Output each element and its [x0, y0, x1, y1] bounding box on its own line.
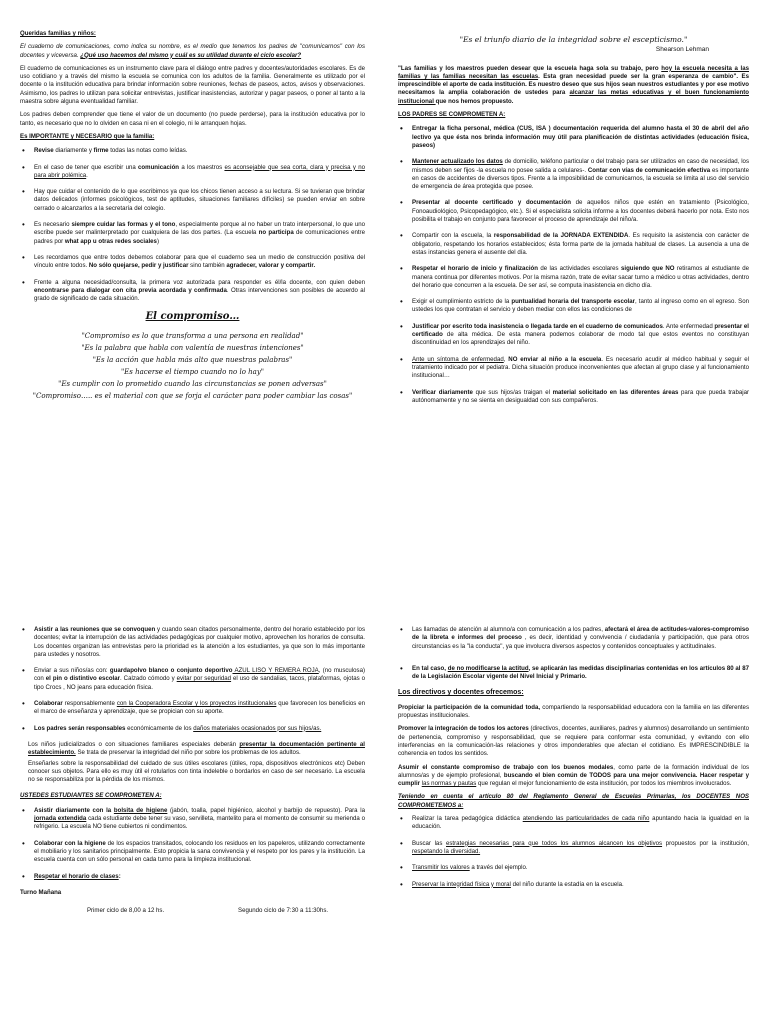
list-item: • Asistir diariamente con la bolsita de higiene (jabón, toalla, papel higiénico, alcohol y barbijo de repuesto). Para la jornada extendida cada estudiante debe tener su vaso, servilleta, mantelito para el momento de consumir su merienda o refrigerio. La escuela NO tiene cubiertos ni condimentos. [20, 807, 365, 832]
discipline-list [398, 626, 749, 681]
list-item: • Colaborar responsablemente con la Cooperadora Escolar y los proyectos institucionales que favorecen los beneficios en el marco de enseñanza y aprendizaje, que se propician con su aporte. [20, 700, 365, 717]
turno-label: Turno Mañana [20, 888, 62, 896]
list-item: • Presentar al docente certificado y documentación de aquellos niños que estén en tratamiento (Psicológico, Fonoaudiológico, Psicopedagógico, etc.). Si el especialista solicita informe a los docentes deberá hacerlo por nota. Esto nos posibilita el trabajo en conjunto para favorecer el proceso de aprendizaje del niño/a. [398, 199, 749, 224]
list-item: • Les recordamos que entre todos debemos colaborar para que el cuaderno sea un medio de construcción positiva del vínculo entre todos. No sólo quejarse, pedir y justificar sino también agradecer, valorar y compartir. [20, 254, 365, 271]
list-item: • Transmitir los valores a través del ejemplo. [398, 864, 749, 872]
list-item: • Colaborar con la higiene de los espacios transitados, colocando los residuos en los papeleros, utilizando correctamente el mobiliario y los sanitarios principalmente. Esto propicia la sana convivencia y el respeto por los pares y la institución. La escuela cuenta con un sólo personal en cada turno para la limpieza institucional. [20, 840, 365, 865]
ciclos-row [20, 907, 365, 915]
list-item: • Hay que cuidar el contenido de lo que escribimos ya que los chicos tienen acceso a su lectura. Si se tuvieran que brindar datos delicados (informes psicológicos, test de aptitudes, situaciones familiares difíciles) se pueden enviar en sobre cerrado o alcanzarlos a la secretaría del colegio. [20, 188, 365, 213]
list-item: • En el caso de tener que escribir una comunicación a los maestros es aconsejable que sea corta, clara y precisa y no para abrir polémica. [20, 164, 365, 181]
teachers-list [398, 815, 749, 889]
family-heading: Es IMPORTANTE y NECESARIO que la familia: [20, 132, 155, 140]
list-item: • Exigir el cumplimiento estricto de la puntualidad horaria del transporte escolar, tanto al ingreso como en el egreso. Son ustedes los que contratan el servicio y deben mediar con ellos las condiciones de [398, 298, 749, 315]
quote-line: "Compromiso es lo que transforma a una persona en realidad" [81, 331, 304, 340]
families-paragraph: "Las familias y los maestros pueden desear que la escuela haga sola su trabajo, pero hoy la escuela necesita a las familias y las familias necesitan las escuelas. Esta gran necesidad puede ser la gran esperanza de cambio". Es imprescindible el aporte de cada institución. Es nuestro deseo que sus hijos sean nuestros estudiantes y por ese motivo necesitamos la amplia colaboración de ustedes para alcanzar las metas educativas y el buen funcionamiento institucional que nos hemos propuesto. [398, 64, 749, 105]
ciclo-segundo: Segundo ciclo de 7:30 a 11:30hs. [238, 907, 329, 915]
list-item: • Respetar el horario de inicio y finalización de las actividades escolares siguiendo que NO retiramos al estudiante de manera continua por diferentes motivos. Por la misma razón, trate de evitar sacar turno a médico u otras actividades, dentro del horario que concurren a la escuela. De ser así, se computa inasistencia en dicho día. [398, 265, 749, 290]
family-list [20, 147, 365, 303]
outdented-list [20, 741, 365, 784]
offer-paragraph: Promover la integración de todos los actores (directivos, docentes, auxiliares, padres y alumnos) desarrollando un sentimiento de pertenencia, compromiso y responsabilidad, que se requiere para conformar esta comunidad, y evitando con ello interferencias en la comunicación-las relaciones y otros imponderables que afectan el cotidiano. Es IMPRESCINDIBLE la coherencia en todos los sentidos. [398, 725, 749, 758]
students-heading: USTEDES ESTUDIANTES SE COMPROMETEN A: [20, 792, 162, 800]
list-item: • Las llamadas de atención al alumno/a con comunicación a los padres, afectará el área de actitudes-valores-compromiso de la libreta e informes del proceso , es decir, identidad y convivencia / ciudadanía y participación, que para otros circunstancias es la "la conducta", ya que involucra diversos aspectos y contenidos conceptuales y actitudinales. [398, 626, 749, 651]
directors-heading: Los directivos y docentes ofrecemos: [398, 689, 524, 697]
list-item: • Verificar diariamente que sus hijos/as traigan el material solicitado en las diferentes áreas para que pueda trabajar autónomamente y no se sienta en desigualdad con sus compañeros. [398, 389, 749, 406]
offer-paragraph: Asumir el constante compromiso de trabajo con los buenos modales, como parte de la formación individual de los alumnos/as y de ejemplo profesional, buscando el bien común de TODOS para una mejor convivencia. Hacer respetar y cumplir las normas y pautas que regulan el mejor funcionamiento de esta institución, por todos los miembros involucrados. [398, 763, 749, 788]
list-item: • Respetar el horario de clases: [20, 873, 365, 881]
left-bottom-column [20, 626, 365, 1024]
list-item: • Enseñarles sobre la responsabilidad del cuidado de sus útiles escolares (útiles, ropa, dispositivos electrónicos etc) Deben conocer sus objetos. Para ello es muy útil el rotularlos con tinta indeleble o bordarlos en caso de ser necesario. La escuela no se responsabiliza por la pérdida de los mismos. [20, 760, 365, 785]
epigraph: "Es el triunfo diario de la integridad sobre el escepticismo." [459, 36, 688, 44]
list-item: • Entregar la ficha personal, médica (CUS, ISA ) documentación requerida del alumno hasta el 30 de abril del año lectivo ya que ésta nos brinda información muy útil para planificación de distintas actividades (educación física, paseos) [398, 125, 749, 150]
list-item: • Los niños judicializados o con situaciones familiares especiales deberán presentar la documentación pertinente al establecimiento. Se trata de preservar la integridad del niño por sobre los problemas de los adultos. [20, 741, 365, 758]
list-item: • Enviar a sus niños/as con: guardapolvo blanco o conjunto deportivo AZUL LISO Y REMERA ROJA, (no musculosa) con el pin o distintivo escolar. Calzado cómodo y evitar por seguridad el uso de sandalias, tacos, plataformas, ojotas o tipo Crocs , NO jeans para educación física. [20, 667, 365, 692]
list-item: • Revise diariamente y firme todas las notas como leídas. [20, 147, 365, 155]
list-item: • Justificar por escrito toda inasistencia o llegada tarde en el cuaderno de comunicados. Ante enfermedad presentar el certificado de alta médica. De esta manera podemos colaborar de modo tal que estos eventos no constituyan discontinuidad en los aprendizajes del niño. [398, 323, 749, 348]
list-item: • Mantener actualizado los datos de domicilio, teléfono particular o del trabajo para ser utilizados en caso de necesidad, los mismos deben ser fijos -la escuela no posee salida a celulares-. Contar con vías de comunicación efectiva es importante en casos de accidentes de diversos tipos. Frente a la imposibilidad de comunicarnos, la escuela se limita al uso del servicio de emergencia de área protegida que posee. [398, 158, 749, 191]
list-item: • En tal caso, de no modificarse la actitud, se aplicarán las medidas disciplinarias contenidas en los artículos 80 al 87 de la Legislación Escolar vigente del Nivel Inicial y Primario. [398, 665, 749, 682]
greeting-title: Queridas familias y niños: [20, 30, 96, 37]
quote-line: "Compromiso….. es el material con que se forja el carácter para poder cambiar las cosas" [32, 391, 353, 400]
right-top-column [398, 36, 749, 601]
list-item: • Compartir con la escuela, la responsabilidad de la JORNADA EXTENDIDA. Es requisito la asistencia con carácter de obligatorio, respetando los horarios establecidos; ésta forma parte de la jornada habitual de clases. La ausencia a una de estas instancias genera el ausente del día. [398, 232, 749, 257]
left-top-column [20, 30, 365, 595]
intro-text: El cuaderno de comunicaciones, como indica su nombre, es el medio que tenemos los padres de "comunicarnos" con los docentes y viceversa. [20, 43, 365, 59]
teachers-heading: Teniendo en cuenta el artículo 80 del Reglamento General de Escuelas Primarias, los DOCENTES NOS COMPROMETEMOS a: [398, 793, 749, 809]
list-item: • Preservar la integridad física y moral del niño durante la estadía en la escuela. [398, 881, 749, 889]
list-item: • Buscar las estrategias necesarias para que todos los alumnos alcancen los objetivos propuestos por la institución, respetando la diversidad. [398, 840, 749, 857]
intro-paragraph [20, 43, 365, 60]
parents-list-continued [20, 626, 365, 733]
list-item: • Es necesario siempre cuidar las formas y el tono, especialmente porque al no haber un trato interpersonal, lo que uno escribe puede ser malinterpretado por cualquiera de las dos partes. (La escuela no participa de comunicaciones entre padres por what app u otras redes sociales) [20, 221, 365, 246]
compromiso-title: El compromiso… [145, 311, 240, 323]
right-bottom-column [398, 626, 749, 1024]
students-list [20, 807, 365, 881]
paragraph-instrument: El cuaderno de comunicaciones es un instrumento clave para el diálogo entre padres y docentes/autoridades escolares. Es de uso cotidiano y a través del mismo la escuela se comunica con los adultos de la familia. Generalmente es utilizado por el docente o la institución educativa para brindar información sobre reuniones, fechas de paseos, actos, avisos y observaciones. Asimismo, los padres lo utilizan para solicitar entrevistas, justificar inasistencias, autorizar y pagar paseos, o poner al tanto a la maestra sobre alguna eventualidad familiar. [20, 64, 365, 106]
offer-paragraph: Propiciar la participación de la comunidad toda, compartiendo la responsabilidad educadora con la familia en las diferentes propuestas institucionales. [398, 703, 749, 720]
quote-line: "Es hacerse el tiempo cuando no lo hay" [120, 367, 265, 376]
list-item: • Ante un síntoma de enfermedad, NO enviar al niño a la escuela. Es necesario acudir al médico habitual y seguir el tratamiento indicado por el pediatra. Dicha situación produce inconvenientes que afectan al grupo clase y al funcionamiento institucional… [398, 356, 749, 381]
epigraph-author: Shearson Lehman [655, 46, 709, 54]
quotes-block [20, 330, 365, 402]
list-item: • Asistir a las reuniones que se convoquen y cuando sean citados personalmente, dentro del horario establecido por los docentes; evitar la interrupción de las actividades pedagógicas por cualquier motivo, aprovechen los horarios de consulta. Los docentes organizan las entrevistas pero la prioridad es la atención a los estudiantes, ya que son lo más importante para ustedes y nosotros. [20, 626, 365, 659]
ciclo-primer: Primer ciclo de 8,00 a 12 hs. [86, 907, 165, 915]
paragraph-document: Los padres deben comprender que tiene el valor de un documento (no puede perderse), para la institución educativa por lo tanto, es necesario que no lo olviden en casa ni en el colegio, ni le arranquen hojas. [20, 111, 365, 127]
intro-question: ¿Qué uso hacemos del mismo y cuál es su utilidad durante el ciclo escolar? [80, 51, 302, 59]
quote-line: "Es la acción que habla más alto que nuestras palabras" [92, 355, 293, 364]
list-item: • Realizar la tarea pedagógica didáctica atendiendo las particularidades de cada niño apuntando hacia la igualdad en la educación. [398, 815, 749, 832]
quote-line: "Es la palabra que habla con valentía de nuestras intenciones" [81, 343, 304, 352]
quote-line: "Es cumplir con lo prometido cuando las circunstancias se ponen adversas" [58, 379, 327, 388]
list-item: • Los padres serán responsables económicamente de los daños materiales ocasionados por sus hijos/as. [20, 725, 365, 733]
list-item: • Frente a alguna necesidad/consulta, la primera voz autorizada para responder es él/la docente, con quien deben encontrarse para dialogar con cita previa acordada y confirmada. Otras intervenciones son posibles de acuerdo al grado de significado de cada situación. [20, 279, 365, 304]
parents-heading: LOS PADRES SE COMPROMETEN A: [398, 111, 506, 119]
parents-list [398, 125, 749, 405]
